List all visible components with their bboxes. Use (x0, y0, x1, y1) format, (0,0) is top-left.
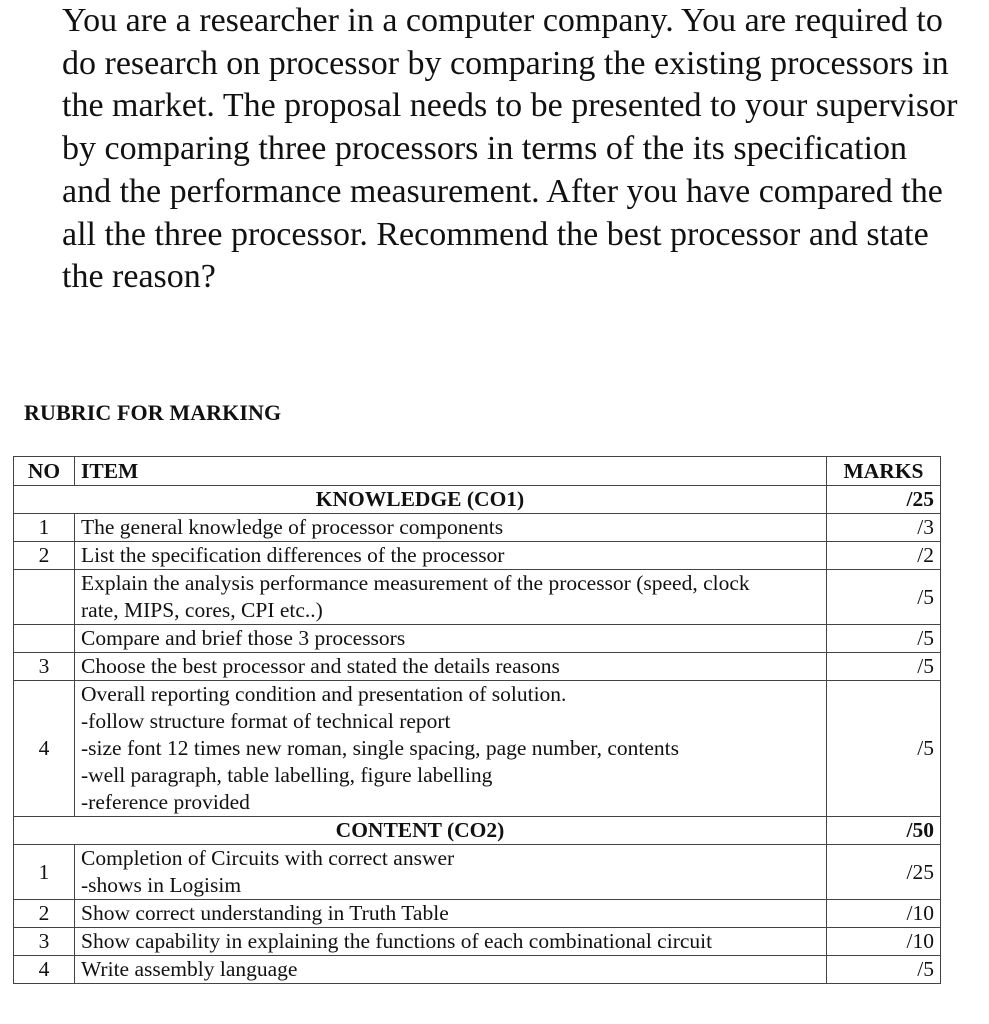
section-total-knowledge: /25 (827, 486, 941, 514)
row-marks: /5 (827, 570, 941, 625)
row-item-multiline (75, 845, 827, 900)
row-item: List the specification differences of the processor (75, 542, 827, 570)
header-item: ITEM (75, 457, 827, 486)
row-marks: /10 (827, 928, 941, 956)
row-marks: /10 (827, 900, 941, 928)
table-row (14, 928, 941, 956)
table-row (14, 625, 941, 653)
table-row (14, 653, 941, 681)
row-item-line: -shows in Logisim (81, 873, 242, 897)
row-item-line: Overall reporting condition and presentation of solution. (81, 682, 567, 706)
table-row (14, 681, 941, 817)
row-marks: /5 (827, 653, 941, 681)
table-row (14, 845, 941, 900)
row-marks: /25 (827, 845, 941, 900)
row-item-line: -follow structure format of technical report (81, 709, 451, 733)
row-item: Show correct understanding in Truth Table (75, 900, 827, 928)
row-no: 4 (14, 681, 75, 817)
row-item-multiline (75, 681, 827, 817)
rubric-table (13, 456, 941, 984)
row-no: 1 (14, 514, 75, 542)
row-no: 3 (14, 928, 75, 956)
table-row (14, 514, 941, 542)
table-row (14, 542, 941, 570)
table-header-row (14, 457, 941, 486)
section-total-content: /50 (827, 817, 941, 845)
row-item-line: Completion of Circuits with correct answer (81, 846, 455, 870)
section-row-knowledge (14, 486, 941, 514)
row-no (14, 625, 75, 653)
row-item: Explain the analysis performance measurement of the processor (speed, clock rate, MIPS, cores, CPI etc..) (75, 570, 827, 625)
row-marks: /5 (827, 681, 941, 817)
row-item: Show capability in explaining the functions of each combinational circuit (75, 928, 827, 956)
row-item: The general knowledge of processor components (75, 514, 827, 542)
header-marks: MARKS (827, 457, 941, 486)
row-item: Choose the best processor and stated the details reasons (75, 653, 827, 681)
table-row (14, 570, 941, 625)
section-title-content: CONTENT (CO2) (14, 817, 827, 845)
row-no: 1 (14, 845, 75, 900)
row-item-line: -reference provided (81, 790, 250, 814)
row-no (14, 570, 75, 625)
section-title-knowledge: KNOWLEDGE (CO1) (14, 486, 827, 514)
row-no: 4 (14, 956, 75, 984)
row-marks: /2 (827, 542, 941, 570)
section-row-content (14, 817, 941, 845)
table-row (14, 956, 941, 984)
row-item-line: -well paragraph, table labelling, figure labelling (81, 763, 493, 787)
row-no: 2 (14, 542, 75, 570)
row-item-line: -size font 12 times new roman, single spacing, page number, contents (81, 736, 680, 760)
row-marks: /5 (827, 625, 941, 653)
question-text: You are a researcher in a computer company. You are required to do research on processor by comparing the existing processors in the market. The proposal needs to be presented to your supervisor by comparing three processors in terms of the its specification and the performance measurement. After you have compared the all the three processor. Recommend the best processor and state the reason? (62, 2, 958, 296)
row-item: Write assembly language (75, 956, 827, 984)
row-marks: /3 (827, 514, 941, 542)
table-row (14, 900, 941, 928)
row-marks: /5 (827, 956, 941, 984)
header-no: NO (14, 457, 75, 486)
row-item: Compare and brief those 3 processors (75, 625, 827, 653)
row-no: 3 (14, 653, 75, 681)
rubric-title: RUBRIC FOR MARKING (24, 400, 282, 425)
row-no: 2 (14, 900, 75, 928)
